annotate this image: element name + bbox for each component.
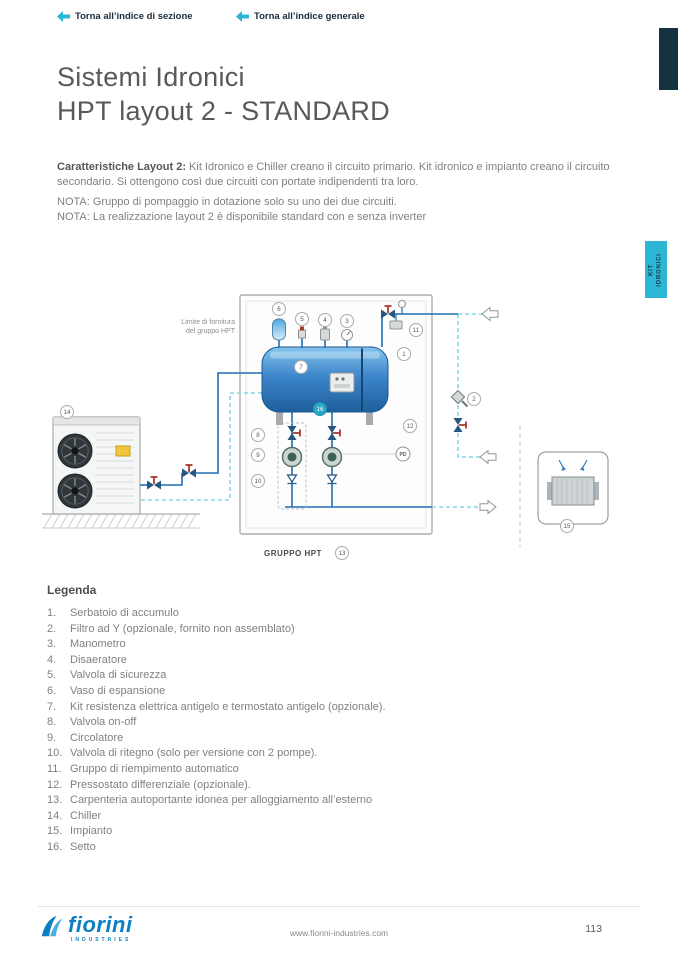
page-title [57,60,390,128]
legend-item: 15. Impianto [47,825,113,838]
legend-item: 10. Valvola di ritegno (solo per versione con 2 pompe). [47,747,318,760]
callout-5 [296,313,309,326]
brand-name: fiorini [68,912,133,937]
legend-item: 12. Pressostato differenziale (opzionale). [47,778,251,791]
svg-text:16: 16 [316,406,324,414]
hydraulic-diagram [30,285,620,577]
nav-link-label: Torna all’indice di sezione [75,11,193,22]
pd-label: PD [399,452,407,459]
flow-arrow-top [482,308,498,321]
legend-heading: Legenda [47,583,97,597]
legend-item: 11. Gruppo di riempimento automatico [47,762,239,775]
legend-item: 14. Chiller [47,809,102,822]
footer-url[interactable]: www.fiorini-industries.com [289,928,389,938]
system-box [538,452,608,524]
note-line: NOTA: Gruppo di pompaggio in dotazione solo su uno dei due circuiti. [57,196,397,208]
legend-item: 2. Filtro ad Y (opzionale, fornito non assemblato) [47,622,295,635]
return-arrow-icon [57,11,70,22]
intro-paragraph [57,160,623,190]
legend-item: 1. Serbatoio di accumulo [47,607,179,619]
legend-item: 8. Valvola on-off [47,716,137,729]
svg-text:4: 4 [323,317,327,325]
chiller-unit [53,417,140,514]
corner-color-block [659,28,678,90]
legend-item: 16. Setto [47,840,96,853]
callout-8 [252,429,265,442]
callout-2 [468,393,481,406]
svg-text:8: 8 [256,432,260,440]
section-tab-line1: KIT [649,263,655,276]
ground-pad [42,514,200,528]
legend-item: 13. Carpenteria autoportante idonea per alloggiamento all’esterno [47,794,373,807]
pump-icon [323,448,342,467]
svg-text:5: 5 [300,316,304,324]
svg-text:10: 10 [254,478,262,486]
callout-10 [252,475,265,488]
svg-text:9: 9 [256,452,260,460]
page-number: 113 [585,923,602,935]
callout-13 [336,547,349,560]
callout-15 [561,520,574,533]
legend-item: 5. Valvola di sicurezza [47,669,167,682]
hpt-cabinet [240,295,432,534]
brand-subtitle: INDUSTRIES [71,937,132,943]
nav-link-label: Torna all’indice generale [254,11,365,22]
legend-item: 6. Vaso di espansione [47,684,166,697]
svg-text:6: 6 [277,306,281,314]
return-arrow-icon [236,11,249,22]
back-to-section-index-link[interactable] [57,11,193,22]
svg-text:14: 14 [63,409,71,417]
back-to-general-index-link[interactable] [236,11,365,22]
legend-list [47,606,386,856]
svg-text:15: 15 [563,523,571,531]
legend-item: 3. Manometro [47,638,126,651]
callout-7 [295,361,308,374]
intro-body: Kit Idronico e Chiller creano il circuito primario. Kit idronico e impianto creano il circuito secondario. Si ottengono così due circuiti con portate indipendenti tra loro. [57,161,610,188]
callout-16 [314,403,327,416]
svg-text:7: 7 [299,364,303,372]
fan-icon [58,434,92,468]
hydraulic-diagram-svg [30,285,620,577]
footer-divider [38,906,640,907]
flow-arrow-bottom [480,501,496,514]
notes-block [57,195,426,225]
fan-icon [58,474,92,508]
svg-text:11: 11 [412,327,420,335]
group-hpt-label: GRUPPO HPT [264,549,322,558]
callout-12 [404,420,417,433]
callout-14 [61,406,74,419]
supply-limit-label-line2: del gruppo HPT [185,328,235,335]
callout-6 [273,303,286,316]
intro-lead: Caratteristiche Layout 2: [57,161,186,173]
svg-text:2: 2 [472,396,476,404]
svg-text:13: 13 [338,550,346,558]
svg-text:1: 1 [402,351,406,359]
legend-item: 9. Circolatore [47,731,124,744]
section-index-tab [645,241,667,298]
callout-3 [341,315,354,328]
y-filter [452,391,468,407]
heater-kit [330,373,354,392]
callout-11 [410,324,423,337]
supply-limit-label-line1: Limite di fornitura [181,319,235,326]
svg-text:3: 3 [345,318,349,326]
flow-arrow-mid [480,451,496,464]
pump-icon [283,448,302,467]
callout-9 [252,449,265,462]
page-title-line2: HPT layout 2 - STANDARD [57,96,390,126]
page-title-line1: Sistemi Idronici [57,62,245,92]
svg-text:12: 12 [406,423,414,431]
section-tab-line2: IDRONICI [657,252,663,287]
note-line: NOTA: La realizzazione layout 2 è disponibile standard con e senza inverter [57,211,427,223]
callout-1 [398,348,411,361]
warning-sticker [116,446,130,456]
legend-item: 7. Kit resistenza elettrica antigelo e termostato antigelo (opzionale). [47,700,386,713]
legend-item: 4. Disaeratore [47,653,127,666]
callout-4 [319,314,332,327]
